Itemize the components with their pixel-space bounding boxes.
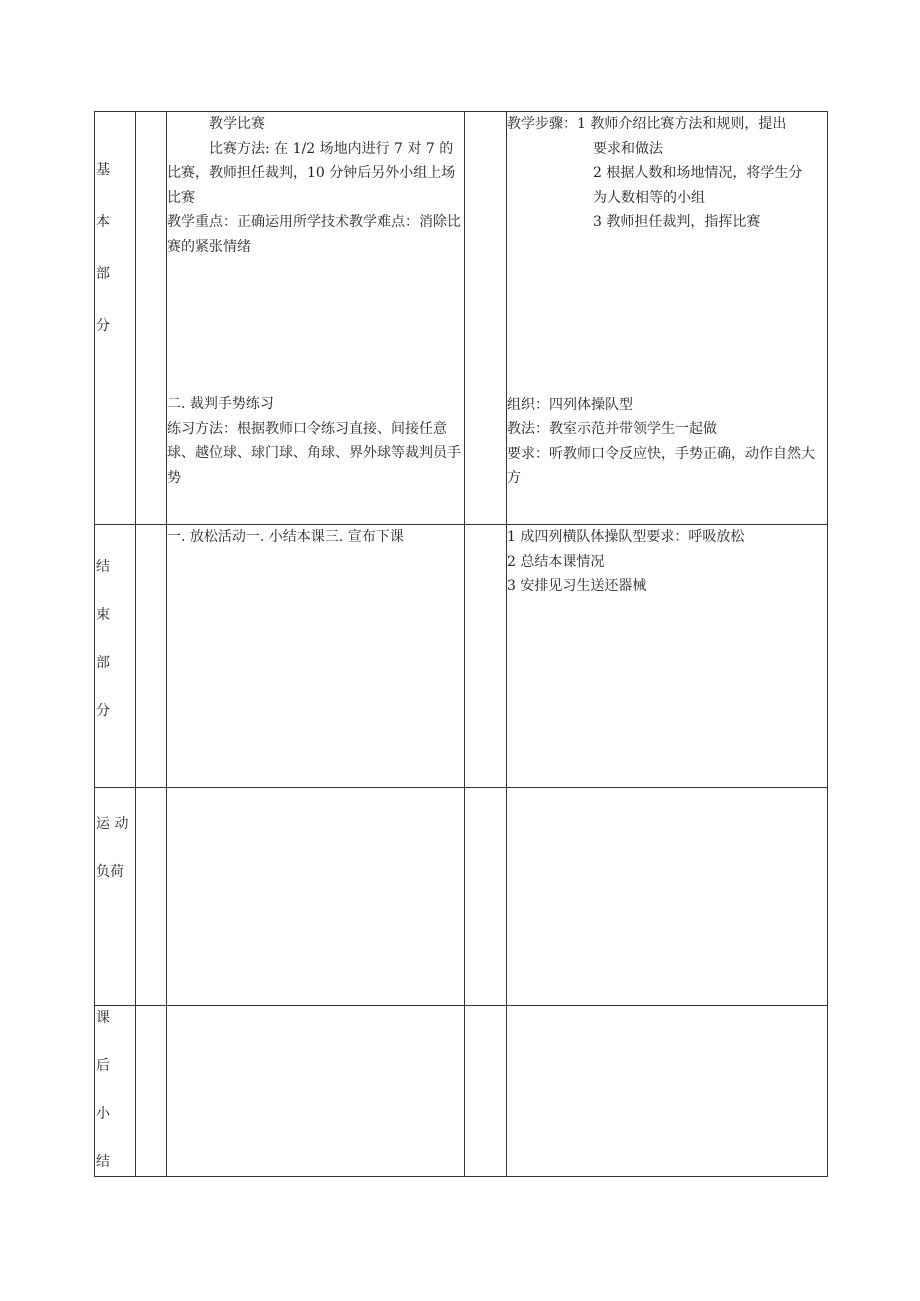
label-char: 基 <box>96 162 110 178</box>
empty-cell <box>507 1006 828 1177</box>
load-section-row <box>95 788 828 1006</box>
end-step: 1 成四列横队体操队型要求：呼吸放松 <box>507 529 745 545</box>
empty-cell <box>465 1006 507 1177</box>
organization-text: 组织：四列体操队型 <box>507 396 633 413</box>
label-char: 结 <box>96 559 110 575</box>
label-char: 部 <box>96 266 110 282</box>
end-step: 3 安排见习生送还器械 <box>507 578 647 594</box>
end-content-cell <box>167 525 465 788</box>
label-char: 结 <box>96 1154 110 1170</box>
drill-method: 练习方法：根据教师口令练习直接、间接任意球、越位球、球门球、角球、界外球等裁判员手势 <box>167 420 461 486</box>
step-heading: 教学步骤：1 教师介绍比赛方法和规则，提出 <box>507 116 787 132</box>
label-char: 本 <box>96 214 110 230</box>
label-char: 课 <box>96 1010 110 1026</box>
label-char: 小 <box>96 1106 110 1122</box>
empty-cell <box>136 788 167 1006</box>
empty-cell <box>507 788 828 1006</box>
match-method: 比赛方法: 在 1/2 场地内进行 7 对 7 的比赛，教师担任裁判，10 分钟后另外小组上场比赛 <box>167 140 456 206</box>
teaching-method-text: 教法：教室示范并带领学生一起做 <box>507 421 717 437</box>
lesson-plan-table <box>94 111 828 1177</box>
end-steps-cell <box>507 525 828 788</box>
end-section-row <box>95 525 828 788</box>
label-char: 分 <box>96 318 110 334</box>
label-char: 部 <box>96 655 110 671</box>
basic-steps-cell <box>507 112 828 525</box>
match-title: 教学比赛 <box>209 116 265 132</box>
empty-cell <box>136 1006 167 1177</box>
empty-cell <box>136 112 167 525</box>
label-text: 负荷 <box>96 864 124 880</box>
step-text: 3 教师担任裁判，指挥比赛 <box>593 214 761 230</box>
label-char: 后 <box>96 1058 110 1074</box>
drill-title: 二. 裁判手势练习 <box>167 396 274 412</box>
basic-section-row <box>95 112 828 525</box>
label-char: 束 <box>96 607 110 623</box>
basic-section-label <box>95 112 136 525</box>
empty-cell <box>465 112 507 525</box>
empty-cell <box>167 788 465 1006</box>
step-text: 为人数相等的小组 <box>593 189 705 206</box>
empty-cell <box>465 525 507 788</box>
empty-cell <box>136 525 167 788</box>
teaching-focus: 教学重点：正确运用所学技术教学难点：消除比赛的紧张情绪 <box>167 214 461 255</box>
empty-cell <box>167 1006 465 1177</box>
label-text: 运 动 <box>96 816 129 832</box>
step-text: 2 根据人数和场地情况，将学生分 <box>593 165 803 181</box>
summary-section-row <box>95 1006 828 1177</box>
basic-content-cell <box>167 112 465 525</box>
load-section-label <box>95 788 136 1006</box>
closing-activities: 一. 放松活动一. 小结本课三. 宣布下课 <box>167 529 404 545</box>
label-char: 分 <box>96 703 110 719</box>
end-step: 2 总结本课情况 <box>507 553 605 570</box>
requirement-text: 要求：听教师口令反应快，手势正确，动作自然大方 <box>507 445 815 486</box>
end-section-label <box>95 525 136 788</box>
step-text: 要求和做法 <box>593 140 663 157</box>
summary-section-label <box>95 1006 136 1177</box>
empty-cell <box>465 788 507 1006</box>
